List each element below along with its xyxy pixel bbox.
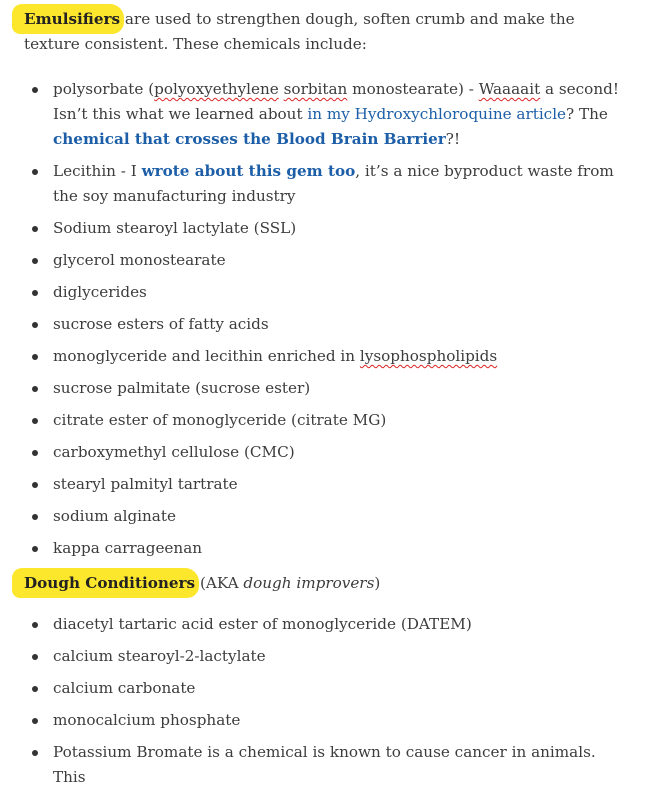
list-item [0, 159, 651, 209]
list-item [0, 344, 651, 369]
list-item [0, 77, 651, 152]
hydroxychloroquine-article-link[interactable]: in my Hydroxychloroquine article [307, 105, 567, 123]
emulsifiers-heading: Emulsifiers [24, 10, 121, 28]
item-text: ? The [566, 105, 608, 123]
emulsifiers-intro: are used to strengthen dough, soften crumb and make the texture consistent. These chemicals include: [24, 10, 575, 53]
list-item: Sodium stearoyl lactylate (SSL) [0, 216, 651, 241]
emulsifiers-list [0, 77, 651, 561]
aka-text: (AKA [195, 574, 244, 592]
list-item: diacetyl tartaric acid ester of monoglyceride (DATEM) [0, 612, 651, 637]
blood-brain-barrier-link[interactable]: chemical that crosses the Blood Brain Barrier [53, 130, 446, 148]
aka-text: ) [374, 574, 381, 592]
emulsifiers-paragraph [0, 0, 651, 57]
list-item: calcium stearoyl-2-lactylate [0, 644, 651, 669]
list-item: sucrose palmitate (sucrose ester) [0, 376, 651, 401]
item-text: , it’s a nice byproduct waste from the soy manufacturing industry [53, 162, 614, 205]
spellcheck-word: sorbitan [283, 80, 348, 98]
lecithin-article-link[interactable]: wrote about this gem too [141, 162, 356, 180]
list-item: glycerol monostearate [0, 248, 651, 273]
item-text: monoglyceride and lecithin enriched in [53, 347, 360, 365]
list-item: calcium carbonate [0, 676, 651, 701]
list-item: monocalcium phosphate [0, 708, 651, 733]
list-item: stearyl palmityl tartrate [0, 472, 651, 497]
conditioners-list [0, 612, 651, 790]
spellcheck-word: lysophospholipids [359, 347, 498, 365]
list-item: Potassium Bromate is a chemical is known to cause cancer in animals. This [0, 740, 651, 790]
item-text: ?! [445, 130, 461, 148]
spellcheck-word: polyoxyethylene [154, 80, 279, 98]
list-item: diglycerides [0, 280, 651, 305]
conditioners-heading: Dough Conditioners [24, 574, 196, 592]
item-text: a second! Isn’t this what we learned about [53, 80, 619, 123]
list-item: sodium alginate [0, 504, 651, 529]
list-item: carboxymethyl cellulose (CMC) [0, 440, 651, 465]
aka-emphasis: dough improvers [243, 574, 375, 592]
item-text: polysorbate ( [53, 80, 155, 98]
item-text: monostearate) - [347, 80, 479, 98]
spellcheck-word: Waaaait [478, 80, 541, 98]
item-text: Lecithin - I [53, 162, 142, 180]
list-item: sucrose esters of fatty acids [0, 312, 651, 337]
list-item: citrate ester of monoglyceride (citrate MG) [0, 408, 651, 433]
list-item: kappa carrageenan [0, 536, 651, 561]
conditioners-paragraph [0, 571, 651, 596]
